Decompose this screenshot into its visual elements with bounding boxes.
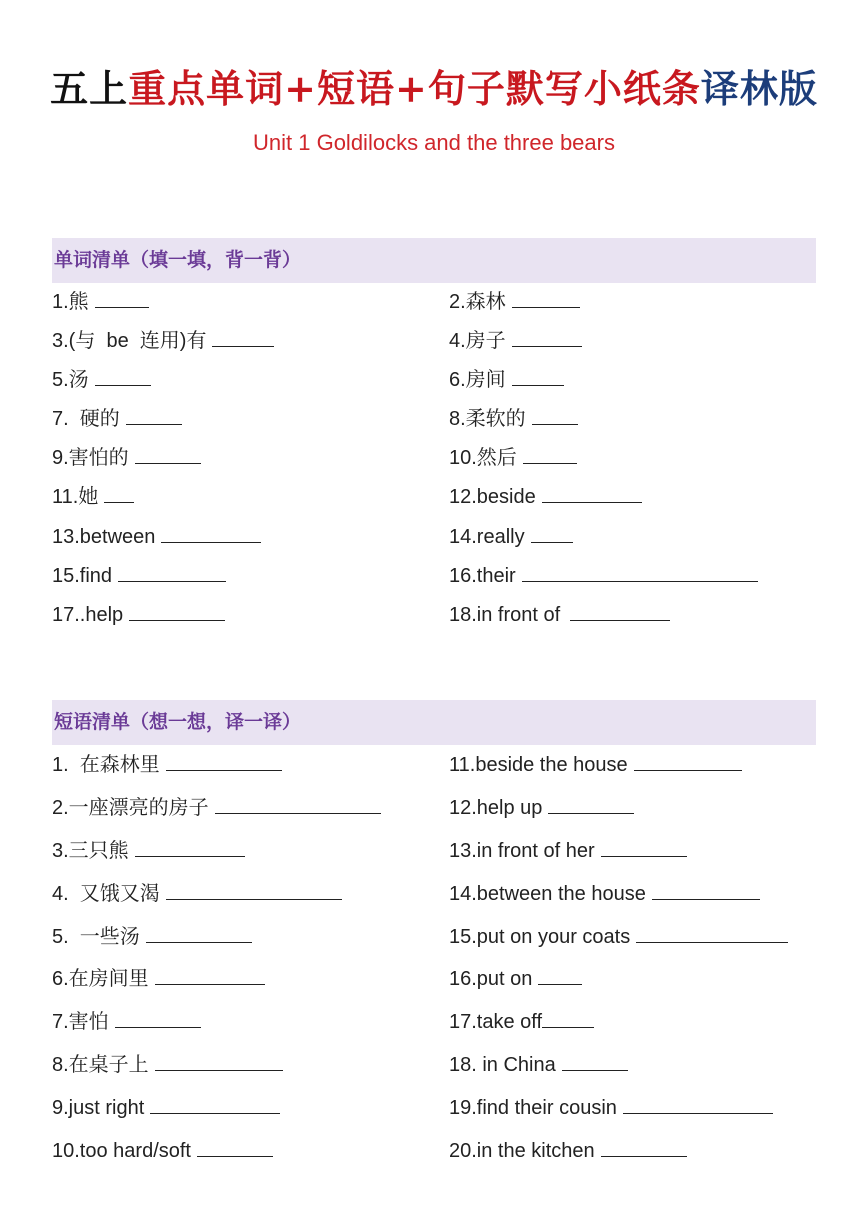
word-item <box>52 563 226 589</box>
word-label: 16.their <box>449 565 516 587</box>
word-label: 1.熊 <box>52 291 89 313</box>
answer-blank[interactable] <box>542 1009 594 1028</box>
phrase-item <box>52 1095 280 1121</box>
answer-blank[interactable] <box>636 924 788 943</box>
phrase-label: 9.just right <box>52 1097 145 1119</box>
word-label: 11.她 <box>52 486 99 508</box>
answer-blank[interactable] <box>166 752 282 771</box>
word-item <box>449 328 582 354</box>
answer-blank[interactable] <box>161 524 261 543</box>
phrase-label: 5. 一些汤 <box>52 926 140 948</box>
answer-blank[interactable] <box>135 445 201 464</box>
phrase-label: 2.一座漂亮的房子 <box>52 797 209 819</box>
answer-blank[interactable] <box>523 445 577 464</box>
word-item <box>449 484 642 510</box>
phrase-item <box>52 1009 201 1035</box>
title-main: 重点单词+短语+句子默写小纸条 <box>128 66 701 111</box>
word-item <box>449 602 670 628</box>
phrase-label: 11.beside the house <box>449 754 628 776</box>
answer-blank[interactable] <box>126 406 182 425</box>
word-label: 12.beside <box>449 486 536 508</box>
answer-blank[interactable] <box>118 563 226 582</box>
word-label: 5.汤 <box>52 369 89 391</box>
answer-blank[interactable] <box>542 484 642 503</box>
word-item <box>52 484 134 510</box>
answer-blank[interactable] <box>532 406 578 425</box>
answer-blank[interactable] <box>197 1138 273 1157</box>
page-title <box>0 58 868 113</box>
phrase-label: 3.三只熊 <box>52 840 129 862</box>
phrase-label: 16.put on <box>449 968 533 990</box>
word-item <box>449 445 577 471</box>
phrase-label: 8.在桌子上 <box>52 1054 149 1076</box>
phrase-label: 4. 又饿又渴 <box>52 883 160 905</box>
answer-blank[interactable] <box>212 328 274 347</box>
phrase-item <box>449 924 788 950</box>
phrase-item <box>449 752 742 778</box>
title-grade: 五上 <box>50 66 129 111</box>
answer-blank[interactable] <box>104 484 134 503</box>
phrase-label: 17.take off <box>449 1011 543 1033</box>
word-item <box>52 406 182 432</box>
words-section-heading: 单词清单（填一填，背一背） <box>52 238 816 283</box>
word-item <box>52 289 149 315</box>
answer-blank[interactable] <box>634 752 742 771</box>
answer-blank[interactable] <box>601 1138 687 1157</box>
word-label: 17..help <box>52 604 124 626</box>
phrase-item <box>449 1052 628 1078</box>
phrase-item <box>52 1052 283 1078</box>
answer-blank[interactable] <box>155 966 265 985</box>
phrase-label: 19.find their cousin <box>449 1097 617 1119</box>
answer-blank[interactable] <box>115 1009 201 1028</box>
answer-blank[interactable] <box>601 838 687 857</box>
word-label: 7. 硬的 <box>52 408 120 430</box>
word-item <box>449 563 758 589</box>
word-label: 8.柔软的 <box>449 408 526 430</box>
phrase-label: 12.help up <box>449 797 543 819</box>
phrase-item <box>449 1095 773 1121</box>
answer-blank[interactable] <box>135 838 245 857</box>
word-label: 9.害怕的 <box>52 447 129 469</box>
answer-blank[interactable] <box>652 881 760 900</box>
answer-blank[interactable] <box>512 328 582 347</box>
answer-blank[interactable] <box>531 524 573 543</box>
answer-blank[interactable] <box>95 367 151 386</box>
answer-blank[interactable] <box>155 1052 283 1071</box>
word-item <box>52 445 201 471</box>
word-item <box>52 602 225 628</box>
phrase-item <box>52 924 252 950</box>
phrase-item <box>449 1138 687 1164</box>
answer-blank[interactable] <box>512 367 564 386</box>
phrase-label: 13.in front of her <box>449 840 595 862</box>
word-item <box>449 289 580 315</box>
word-label: 14.really <box>449 526 525 548</box>
word-label: 18.in front of <box>449 604 561 626</box>
phrase-label: 14.between the house <box>449 883 646 905</box>
word-label: 3.(与 be 连用)有 <box>52 330 207 352</box>
phrase-label: 15.put on your coats <box>449 926 631 948</box>
phrase-label: 7.害怕 <box>52 1011 109 1033</box>
word-label: 10.然后 <box>449 447 517 469</box>
phrase-item <box>449 1009 594 1035</box>
word-label: 15.find <box>52 565 113 587</box>
phrase-label: 18. in China <box>449 1054 556 1076</box>
phrase-item <box>449 838 687 864</box>
word-item <box>52 367 151 393</box>
phrase-item <box>52 881 342 907</box>
phrase-item <box>52 966 265 992</box>
phrase-item <box>52 838 245 864</box>
answer-blank[interactable] <box>95 289 149 308</box>
word-item <box>449 367 564 393</box>
answer-blank[interactable] <box>522 563 758 582</box>
answer-blank[interactable] <box>150 1095 280 1114</box>
word-label: 6.房间 <box>449 369 506 391</box>
title-edition: 译林版 <box>700 66 818 111</box>
answer-blank[interactable] <box>146 924 252 943</box>
answer-blank[interactable] <box>623 1095 773 1114</box>
answer-blank[interactable] <box>562 1052 628 1071</box>
phrase-item <box>52 795 381 821</box>
word-item <box>52 524 261 550</box>
unit-subtitle: Unit 1 Goldilocks and the three bears <box>253 130 615 155</box>
word-label: 13.between <box>52 526 156 548</box>
word-item <box>449 524 573 550</box>
answer-blank[interactable] <box>512 289 580 308</box>
answer-blank[interactable] <box>548 795 634 814</box>
phrase-item <box>449 966 582 992</box>
phrases-section-heading: 短语清单（想一想，译一译） <box>52 700 816 745</box>
answer-blank[interactable] <box>166 881 342 900</box>
phrase-item <box>449 795 634 821</box>
word-item <box>52 328 274 354</box>
answer-blank[interactable] <box>538 966 582 985</box>
phrase-label: 1. 在森林里 <box>52 754 160 776</box>
answer-blank[interactable] <box>129 602 225 621</box>
phrase-item <box>52 1138 273 1164</box>
phrase-item <box>52 752 282 778</box>
phrase-label: 20.in the kitchen <box>449 1140 595 1162</box>
answer-blank[interactable] <box>570 602 670 621</box>
word-item <box>449 406 578 432</box>
answer-blank[interactable] <box>215 795 381 814</box>
word-label: 4.房子 <box>449 330 506 352</box>
word-label: 2.森林 <box>449 291 506 313</box>
phrase-label: 10.too hard/soft <box>52 1140 191 1162</box>
phrase-item <box>449 881 760 907</box>
phrase-label: 6.在房间里 <box>52 968 149 990</box>
